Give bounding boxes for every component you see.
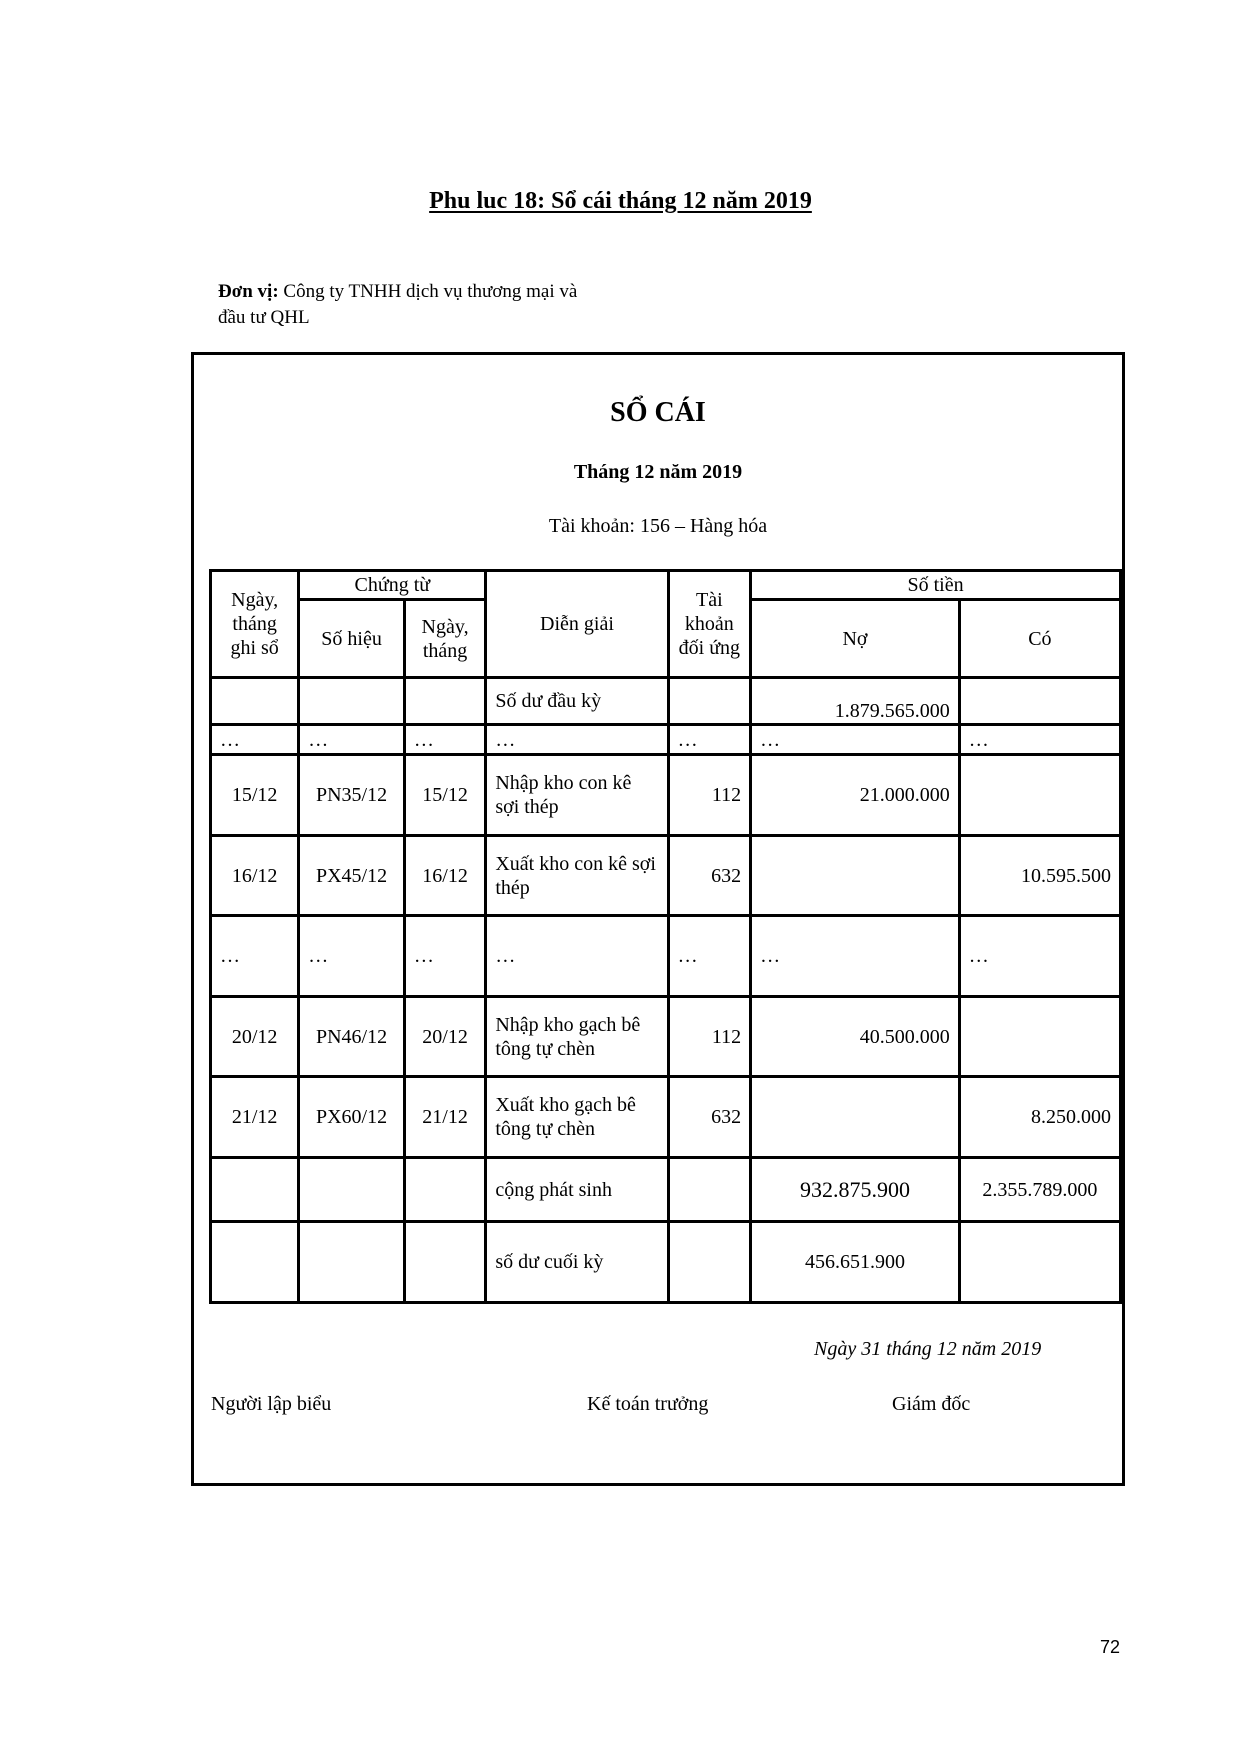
table-row bbox=[211, 1222, 1121, 1303]
cell-voucher-date bbox=[404, 1158, 486, 1222]
cell-contra-account bbox=[668, 1158, 751, 1222]
cell-voucher-no: … bbox=[299, 725, 405, 755]
cell-record-date: … bbox=[211, 916, 299, 997]
cell-voucher-no: … bbox=[299, 916, 405, 997]
cell-credit: … bbox=[959, 725, 1120, 755]
cell-voucher-no bbox=[299, 1158, 405, 1222]
sign-date: Ngày 31 tháng 12 năm 2019 bbox=[814, 1338, 1042, 1360]
cell-description: Xuất kho gạch bê tông tự chèn bbox=[486, 1077, 668, 1158]
cell-contra-account: … bbox=[668, 725, 751, 755]
table-row bbox=[211, 836, 1121, 916]
cell-credit: 10.595.500 bbox=[959, 836, 1120, 916]
ledger-table bbox=[209, 569, 1122, 1304]
cell-contra-account: 632 bbox=[668, 836, 751, 916]
appendix-title: Phu luc 18: Sổ cái tháng 12 năm 2019 bbox=[429, 188, 812, 214]
cell-contra-account: 112 bbox=[668, 755, 751, 836]
header-record-date: Ngày, tháng ghi sổ bbox=[211, 571, 299, 678]
cell-credit bbox=[959, 997, 1120, 1077]
cell-description: … bbox=[486, 916, 668, 997]
cell-debit: 456.651.900 bbox=[751, 1222, 960, 1303]
cell-credit: 2.355.789.000 bbox=[959, 1158, 1120, 1222]
cell-description: Xuất kho con kê sợi thép bbox=[486, 836, 668, 916]
cell-contra-account: 112 bbox=[668, 997, 751, 1077]
header-amount-group: Số tiền bbox=[751, 571, 1121, 600]
cell-debit: 40.500.000 bbox=[751, 997, 960, 1077]
cell-record-date: 15/12 bbox=[211, 755, 299, 836]
cell-description: cộng phát sinh bbox=[486, 1158, 668, 1222]
cell-debit: 1.879.565.000 bbox=[751, 678, 960, 725]
cell-voucher-date bbox=[404, 1222, 486, 1303]
cell-voucher-date: 21/12 bbox=[404, 1077, 486, 1158]
cell-debit: 932.875.900 bbox=[751, 1158, 960, 1222]
cell-contra-account bbox=[668, 678, 751, 725]
signature-preparer: Người lập biểu bbox=[211, 1393, 332, 1415]
cell-voucher-no bbox=[299, 1222, 405, 1303]
cell-credit: … bbox=[959, 916, 1120, 997]
table-row bbox=[211, 755, 1121, 836]
page-number: 72 bbox=[1100, 1637, 1121, 1657]
cell-voucher-no: PN46/12 bbox=[299, 997, 405, 1077]
table-row bbox=[211, 678, 1121, 725]
cell-voucher-date: 20/12 bbox=[404, 997, 486, 1077]
header-contra-account: Tài khoản đối ứng bbox=[668, 571, 751, 678]
cell-contra-account: 632 bbox=[668, 1077, 751, 1158]
cell-contra-account: … bbox=[668, 916, 751, 997]
cell-voucher-date bbox=[404, 678, 486, 725]
cell-voucher-date: … bbox=[404, 725, 486, 755]
cell-voucher-no: PX45/12 bbox=[299, 836, 405, 916]
unit-value-line1: Công ty TNHH dịch vụ thương mại và bbox=[283, 281, 578, 302]
cell-description: Số dư đầu kỳ bbox=[486, 678, 668, 725]
cell-contra-account bbox=[668, 1222, 751, 1303]
cell-credit: 8.250.000 bbox=[959, 1077, 1120, 1158]
cell-description: … bbox=[486, 725, 668, 755]
cell-description: số dư cuối kỳ bbox=[486, 1222, 668, 1303]
cell-voucher-date: 15/12 bbox=[404, 755, 486, 836]
cell-credit bbox=[959, 1222, 1120, 1303]
cell-record-date: 20/12 bbox=[211, 997, 299, 1077]
cell-voucher-date: 16/12 bbox=[404, 836, 486, 916]
cell-voucher-no: PX60/12 bbox=[299, 1077, 405, 1158]
cell-debit bbox=[751, 1077, 960, 1158]
cell-debit: 21.000.000 bbox=[751, 755, 960, 836]
cell-description: Nhập kho gạch bê tông tự chèn bbox=[486, 997, 668, 1077]
ledger-box bbox=[191, 352, 1125, 1486]
cell-debit: … bbox=[751, 725, 960, 755]
table-row bbox=[211, 1158, 1121, 1222]
cell-record-date bbox=[211, 1158, 299, 1222]
cell-voucher-no: PN35/12 bbox=[299, 755, 405, 836]
header-voucher-date: Ngày, tháng bbox=[404, 600, 486, 678]
header-description: Diễn giải bbox=[486, 571, 668, 678]
table-row bbox=[211, 1077, 1121, 1158]
ledger-account: Tài khoản: 156 – Hàng hóa bbox=[548, 515, 768, 537]
cell-debit: … bbox=[751, 916, 960, 997]
cell-record-date bbox=[211, 1222, 299, 1303]
cell-record-date bbox=[211, 678, 299, 725]
signature-chief-accountant: Kế toán trưởng bbox=[587, 1393, 709, 1415]
signature-director: Giám đốc bbox=[892, 1393, 971, 1415]
header-debit: Nợ bbox=[751, 600, 960, 678]
cell-record-date: … bbox=[211, 725, 299, 755]
cell-record-date: 21/12 bbox=[211, 1077, 299, 1158]
cell-voucher-no bbox=[299, 678, 405, 725]
cell-credit bbox=[959, 678, 1120, 725]
unit-info bbox=[218, 279, 698, 331]
cell-credit bbox=[959, 755, 1120, 836]
table-row bbox=[211, 997, 1121, 1077]
header-voucher-group: Chứng từ bbox=[299, 571, 486, 600]
header-credit: Có bbox=[959, 600, 1120, 678]
cell-voucher-date: … bbox=[404, 916, 486, 997]
unit-value-line2: đầu tư QHL bbox=[218, 307, 310, 328]
unit-label: Đơn vị: bbox=[218, 281, 279, 302]
table-row bbox=[211, 725, 1121, 755]
header-voucher-no: Số hiệu bbox=[299, 600, 405, 678]
cell-description: Nhập kho con kê sợi thép bbox=[486, 755, 668, 836]
cell-debit bbox=[751, 836, 960, 916]
cell-record-date: 16/12 bbox=[211, 836, 299, 916]
ledger-title: SỔ CÁI bbox=[610, 397, 706, 428]
table-row bbox=[211, 916, 1121, 997]
ledger-period: Tháng 12 năm 2019 bbox=[573, 461, 743, 483]
